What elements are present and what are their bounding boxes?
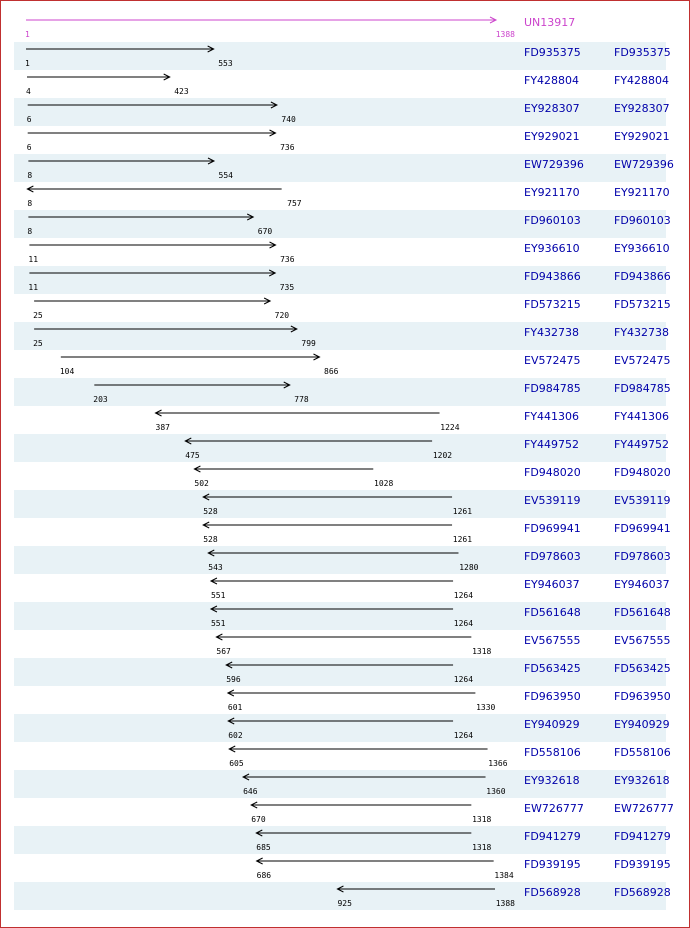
accession-link[interactable]: EY932618 (524, 774, 580, 787)
accession-link-secondary[interactable]: FY432738 (614, 326, 670, 339)
alignment-start-label: 25 (33, 311, 43, 320)
accession-link-secondary[interactable]: FY449752 (614, 438, 670, 451)
accession-link[interactable]: EV539119 (524, 494, 581, 507)
alignment-start-label: 203 (93, 395, 108, 404)
alignment-end-label: 735 (279, 283, 295, 292)
alignment-start-label: 686 (256, 871, 272, 880)
accession-link-secondary[interactable]: EY932618 (614, 774, 670, 787)
accession-link-secondary[interactable]: EV567555 (614, 634, 671, 647)
accession-link[interactable]: FD573215 (524, 298, 581, 311)
accession-link-secondary[interactable]: EV539119 (614, 494, 671, 507)
accession-link[interactable]: FD939195 (524, 858, 581, 871)
alignment-end-label: 1318 (472, 647, 492, 656)
accession-link[interactable]: EY929021 (524, 130, 580, 143)
alignment-start-label: 925 (337, 899, 352, 908)
accession-link-secondary[interactable]: EY921170 (614, 186, 670, 199)
accession-link[interactable]: FD561648 (524, 606, 581, 619)
alignment-start-label: 528 (203, 535, 218, 544)
accession-link-secondary[interactable]: EY928307 (614, 102, 670, 115)
accession-link[interactable]: FD558106 (524, 746, 581, 759)
accession-link-secondary[interactable]: FD963950 (614, 690, 671, 703)
accession-link[interactable]: FD960103 (524, 214, 581, 227)
reference-end-label: 1388 (495, 30, 515, 39)
reference-accession: UN13917 (524, 16, 576, 29)
alignment-end-label: 740 (281, 115, 296, 124)
accession-link-secondary[interactable]: FY441306 (614, 410, 670, 423)
accession-link-secondary[interactable]: EW729396 (614, 158, 674, 171)
alignment-end-label: 1264 (453, 591, 474, 600)
accession-link-secondary[interactable]: EV572475 (614, 354, 671, 367)
alignment-end-label: 736 (280, 143, 295, 152)
alignment-end-label: 554 (218, 171, 233, 180)
alignment-end-label: 1028 (374, 479, 394, 488)
accession-link[interactable]: EY928307 (524, 102, 580, 115)
alignment-start-label: 602 (228, 731, 243, 740)
accession-link-secondary[interactable]: EY936610 (614, 242, 670, 255)
accession-link[interactable]: EW726777 (524, 802, 584, 815)
accession-link[interactable]: FD963950 (524, 690, 581, 703)
accession-link-secondary[interactable]: EY940929 (614, 718, 670, 731)
accession-link-secondary[interactable]: EY929021 (614, 130, 670, 143)
accession-link[interactable]: EV567555 (524, 634, 581, 647)
accession-link-secondary[interactable]: EY946037 (614, 578, 670, 591)
accession-link[interactable]: FD943866 (524, 270, 581, 283)
alignment-end-label: 1224 (440, 423, 460, 432)
alignment-start-label: 601 (227, 703, 243, 712)
accession-link-secondary[interactable]: FD939195 (614, 858, 671, 871)
alignment-start-label: 8 (27, 227, 33, 236)
reference-start-label: 1 (25, 30, 30, 39)
accession-link[interactable]: FY428804 (524, 74, 580, 87)
alignment-end-label: 736 (280, 255, 295, 264)
alignment-start-label: 670 (251, 815, 266, 824)
alignment-end-label: 1388 (495, 899, 515, 908)
alignment-end-label: 720 (274, 311, 290, 320)
accession-link-secondary[interactable]: FD960103 (614, 214, 671, 227)
alignment-end-label: 757 (287, 199, 302, 208)
accession-link-secondary[interactable]: FD943866 (614, 270, 671, 283)
accession-link[interactable]: FD941279 (524, 830, 581, 843)
accession-link[interactable]: FD978603 (524, 550, 581, 563)
alignment-start-label: 502 (194, 479, 209, 488)
alignment-start-label: 1 (25, 59, 30, 68)
accession-link[interactable]: FD948020 (524, 466, 581, 479)
alignment-start-label: 567 (216, 647, 231, 656)
accession-link[interactable]: EY921170 (524, 186, 580, 199)
accession-link[interactable]: FD984785 (524, 382, 581, 395)
alignment-start-label: 605 (229, 759, 244, 768)
accession-link[interactable]: FY432738 (524, 326, 580, 339)
accession-link-secondary[interactable]: FD558106 (614, 746, 671, 759)
alignment-end-label: 799 (301, 339, 316, 348)
alignment-end-label: 1384 (494, 871, 514, 880)
accession-link-secondary[interactable]: FD941279 (614, 830, 671, 843)
accession-link[interactable]: FD568928 (524, 886, 581, 899)
alignment-end-label: 1264 (453, 731, 474, 740)
accession-link[interactable]: FY449752 (524, 438, 580, 451)
accession-link[interactable]: FY441306 (524, 410, 580, 423)
accession-link-secondary[interactable]: FD984785 (614, 382, 671, 395)
accession-link[interactable]: FD969941 (524, 522, 581, 535)
alignment-start-label: 25 (33, 339, 43, 348)
alignment-start-label: 528 (203, 507, 218, 516)
alignment-end-label: 1330 (476, 703, 496, 712)
accession-link-secondary[interactable]: FY428804 (614, 74, 670, 87)
alignment-end-label: 1261 (452, 507, 473, 516)
alignment-start-label: 11 (28, 283, 39, 292)
alignment-end-label: 1360 (486, 787, 506, 796)
alignment-start-label: 6 (26, 143, 32, 152)
alignment-start-label: 8 (27, 171, 33, 180)
alignment-end-label: 1261 (452, 535, 473, 544)
alignment-start-label: 11 (28, 255, 39, 264)
accession-link[interactable]: FD935375 (524, 46, 581, 59)
alignment-end-label: 1264 (453, 619, 474, 628)
alignment-start-label: 6 (26, 115, 32, 124)
accession-link-secondary[interactable]: FD948020 (614, 466, 671, 479)
accession-link-secondary[interactable]: FD573215 (614, 298, 671, 311)
alignment-start-label: 4 (26, 87, 31, 96)
alignment-end-label: 1318 (472, 815, 492, 824)
accession-link[interactable]: EY946037 (524, 578, 580, 591)
accession-link-secondary[interactable]: FD561648 (614, 606, 671, 619)
alignment-start-label: 475 (185, 451, 200, 460)
alignment-end-label: 1318 (472, 843, 492, 852)
alignment-end-label: 553 (218, 59, 233, 68)
alignment-start-label: 646 (243, 787, 258, 796)
accession-link[interactable]: EW729396 (524, 158, 584, 171)
alignment-start-label: 8 (27, 199, 33, 208)
alignment-end-label: 423 (174, 87, 189, 96)
alignment-start-label: 596 (226, 675, 241, 684)
alignment-end-label: 1280 (459, 563, 479, 572)
accession-link[interactable]: EY936610 (524, 242, 580, 255)
alignment-start-label: 551 (210, 591, 226, 600)
accession-link-secondary[interactable]: FD935375 (614, 46, 671, 59)
alignment-start-label: 104 (59, 367, 75, 376)
alignment-end-label: 778 (294, 395, 309, 404)
alignment-end-label: 866 (324, 367, 339, 376)
accession-link-secondary[interactable]: FD563425 (614, 662, 671, 675)
alignment-start-label: 551 (210, 619, 226, 628)
accession-link-secondary[interactable]: FD969941 (614, 522, 671, 535)
accession-link[interactable]: FD563425 (524, 662, 581, 675)
accession-link[interactable]: EV572475 (524, 354, 581, 367)
accession-link[interactable]: EY940929 (524, 718, 580, 731)
alignment-start-label: 543 (208, 563, 223, 572)
alignment-end-label: 1366 (488, 759, 508, 768)
accession-link-secondary[interactable]: FD978603 (614, 550, 671, 563)
alignment-end-label: 1202 (432, 451, 453, 460)
accession-link-secondary[interactable]: EW726777 (614, 802, 674, 815)
accession-link-secondary[interactable]: FD568928 (614, 886, 671, 899)
alignment-start-label: 387 (155, 423, 170, 432)
alignment-end-label: 670 (257, 227, 273, 236)
alignment-start-label: 685 (256, 843, 271, 852)
alignment-end-label: 1264 (453, 675, 474, 684)
